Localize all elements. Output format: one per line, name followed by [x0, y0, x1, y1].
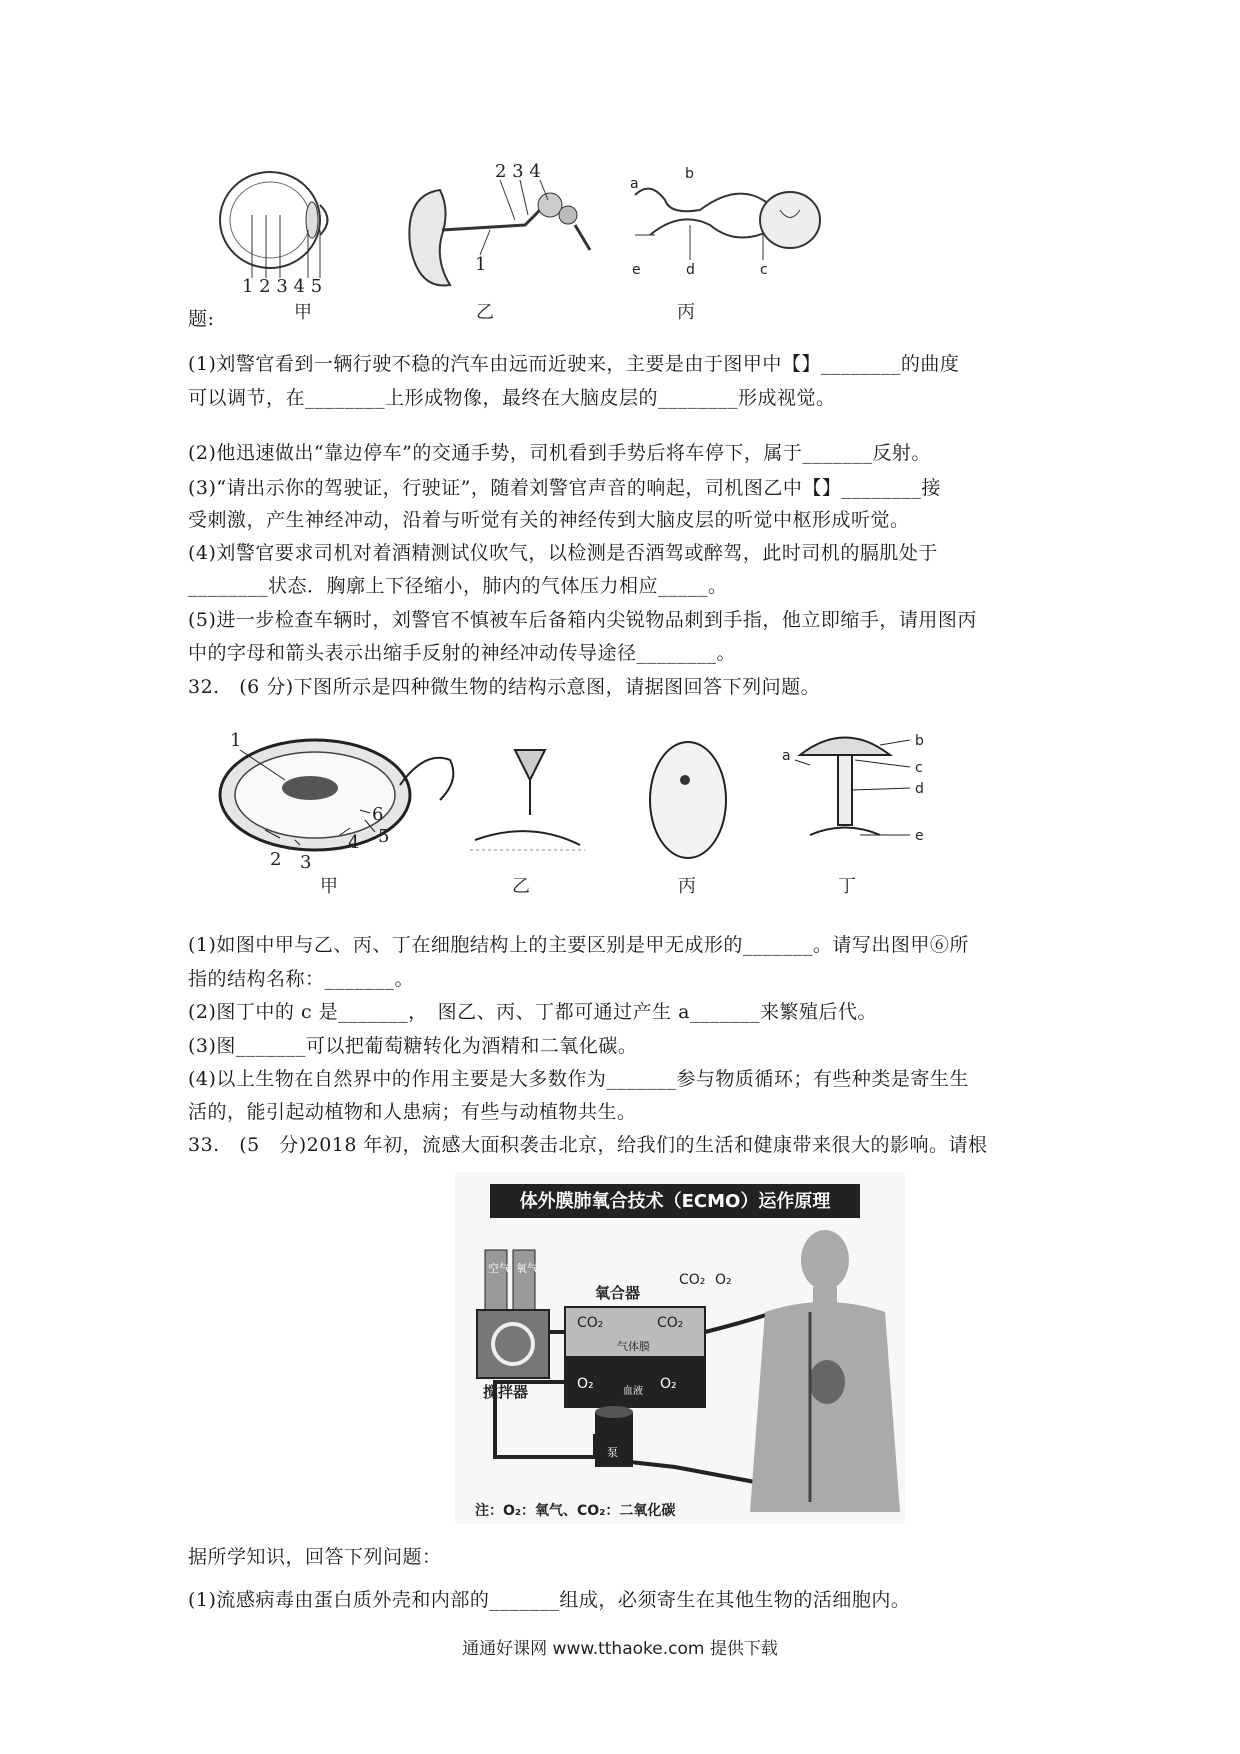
label-jia-2: 甲 — [320, 876, 338, 897]
yeast-diagram — [650, 742, 726, 858]
ecmo-co2-left: CO₂ — [577, 1315, 604, 1331]
q32-line-4: (3)图_______可以把葡萄糖转化为酒精和二氧化碳。 — [188, 1035, 638, 1057]
figure-ecmo — [455, 1172, 905, 1524]
figure-microorganisms — [210, 720, 990, 900]
bacteria-num-3: 3 — [300, 852, 312, 873]
ecmo-oxygen-label: 氧气 — [516, 1262, 538, 1275]
ecmo-oxygenator-label: 氧合器 — [595, 1284, 641, 1302]
reflex-letter-d: d — [686, 262, 695, 278]
q33-line-1: 据所学知识，回答下列问题： — [188, 1546, 442, 1568]
q31-line-5: 受刺激，产生神经冲动，沿着与听觉有关的神经传到大脑皮层的听觉中枢形成听觉。 — [188, 509, 910, 531]
q31-line-9: 中的字母和箭头表示出缩手反射的神经冲动传导途径________。 — [188, 642, 737, 664]
ecmo-blood-label: 血液 — [623, 1386, 643, 1397]
mushroom-letter-b: b — [915, 733, 924, 749]
q32-stem: 32. (6 分)下图所示是四种微生物的结构示意图，请据图回答下列问题。 — [188, 676, 821, 698]
ear-number-1: 1 — [475, 254, 487, 275]
ecmo-svg — [455, 1172, 905, 1524]
mold-diagram — [470, 750, 585, 850]
bacteria-num-6: 6 — [372, 804, 384, 825]
bacteria-num-4: 4 — [348, 832, 360, 853]
ecmo-title: 体外膜肺氧合技术（ECMO）运作原理 — [519, 1191, 831, 1212]
ecmo-co2-right: CO₂ — [657, 1315, 684, 1331]
q31-line-1: (1)刘警官看到一辆行驶不稳的汽车由远而近驶来，主要是由于图甲中【】________的曲度 — [188, 353, 960, 375]
mushroom-letter-e: e — [915, 828, 924, 844]
ecmo-co2-out: CO₂ — [679, 1272, 706, 1288]
q31-line-3: (2)他迅速做出“靠边停车”的交通手势，司机看到手势后将车停下，属于_______反射。 — [188, 442, 931, 464]
label-jia-1: 甲 — [294, 302, 312, 323]
q31-line-7: ________状态．胸廓上下径缩小，肺内的气体压力相应_____。 — [188, 575, 728, 597]
q31-line-4: (3)“请出示你的驾驶证，行驶证”，随着刘警官声音的响起，司机图乙中【】________接 — [188, 477, 941, 499]
microorganisms-svg — [210, 720, 990, 900]
q32-line-1: (1)如图中甲与乙、丙、丁在细胞结构上的主要区别是甲无成形的_______。请写出图甲⑥所 — [188, 934, 969, 956]
mushroom-diagram — [795, 738, 910, 836]
ecmo-o2-right: O₂ — [660, 1376, 677, 1392]
ecmo-membrane-label: 气体膜 — [617, 1340, 650, 1353]
eye-numbers: 1 2 3 4 5 — [242, 276, 323, 297]
label-bing-1: 丙 — [677, 302, 695, 323]
label-yi-2: 乙 — [512, 876, 530, 897]
reflex-letter-b: b — [685, 166, 694, 182]
reflex-letter-c: c — [760, 262, 768, 278]
page-footer: 通通好课网 www.tthaoke.com 提供下载 — [462, 1639, 778, 1659]
sense-organs-svg — [180, 150, 920, 325]
reflex-letter-e: e — [632, 262, 641, 278]
q31-line-2: 可以调节，在________上形成物像，最终在大脑皮层的________形成视觉。 — [188, 387, 836, 409]
ecmo-air-label: 空气 — [488, 1262, 510, 1275]
bacteria-num-1: 1 — [230, 730, 242, 751]
mushroom-letter-a: a — [782, 748, 791, 764]
bacteria-num-2: 2 — [270, 849, 282, 870]
figure-sense-organs — [180, 150, 920, 325]
mushroom-letter-d: d — [915, 781, 924, 797]
eye-diagram — [220, 172, 328, 278]
reflex-letter-a: a — [630, 176, 639, 192]
q33-line-2: (1)流感病毒由蛋白质外壳和内部的_______组成，必须寄生在其他生物的活细胞内。 — [188, 1589, 911, 1611]
label-yi-1: 乙 — [476, 302, 494, 323]
q32-line-3: (2)图丁中的 c 是_______， 图乙、丙、丁都可通过产生 a_______来繁殖后代。 — [188, 1001, 878, 1023]
ecmo-note: 注：O₂：氧气、CO₂：二氧化碳 — [475, 1503, 676, 1519]
q33-stem: 33. (5 分)2018 年初，流感大面积袭击北京，给我们的生活和健康带来很大的影响。请根 — [188, 1134, 988, 1156]
ecmo-mixer-label: 搅拌器 — [483, 1383, 529, 1401]
label-ding: 丁 — [838, 876, 856, 897]
q31-line-8: (5)进一步检查车辆时，刘警官不慎被车后备箱内尖锐物品刺到手指，他立即缩手，请用图丙 — [188, 609, 977, 631]
bacteria-num-5: 5 — [378, 826, 390, 847]
ear-numbers: 2 3 4 — [495, 161, 541, 182]
q32-line-6: 活的，能引起动植物和人患病；有些与动植物共生。 — [188, 1101, 637, 1123]
ecmo-o2-left: O₂ — [577, 1376, 594, 1392]
mushroom-letter-c: c — [915, 760, 923, 776]
ecmo-o2-out: O₂ — [715, 1272, 732, 1288]
bacterium-diagram — [220, 740, 453, 850]
ecmo-pump-label: 泵 — [607, 1446, 618, 1459]
label-bing-2: 丙 — [678, 876, 696, 897]
reflex-arc-diagram — [635, 189, 820, 260]
q32-line-5: (4)以上生物在自然界中的作用主要是大多数作为_______参与物质循环；有些种类是寄生生 — [188, 1068, 969, 1090]
fig1-prefix: 题: — [188, 308, 215, 330]
ear-diagram — [409, 180, 590, 286]
q32-line-2: 指的结构名称：_______。 — [188, 968, 415, 990]
q31-line-6: (4)刘警官要求司机对着酒精测试仪吹气，以检测是否酒驾或醉驾，此时司机的膈肌处于 — [188, 542, 938, 564]
